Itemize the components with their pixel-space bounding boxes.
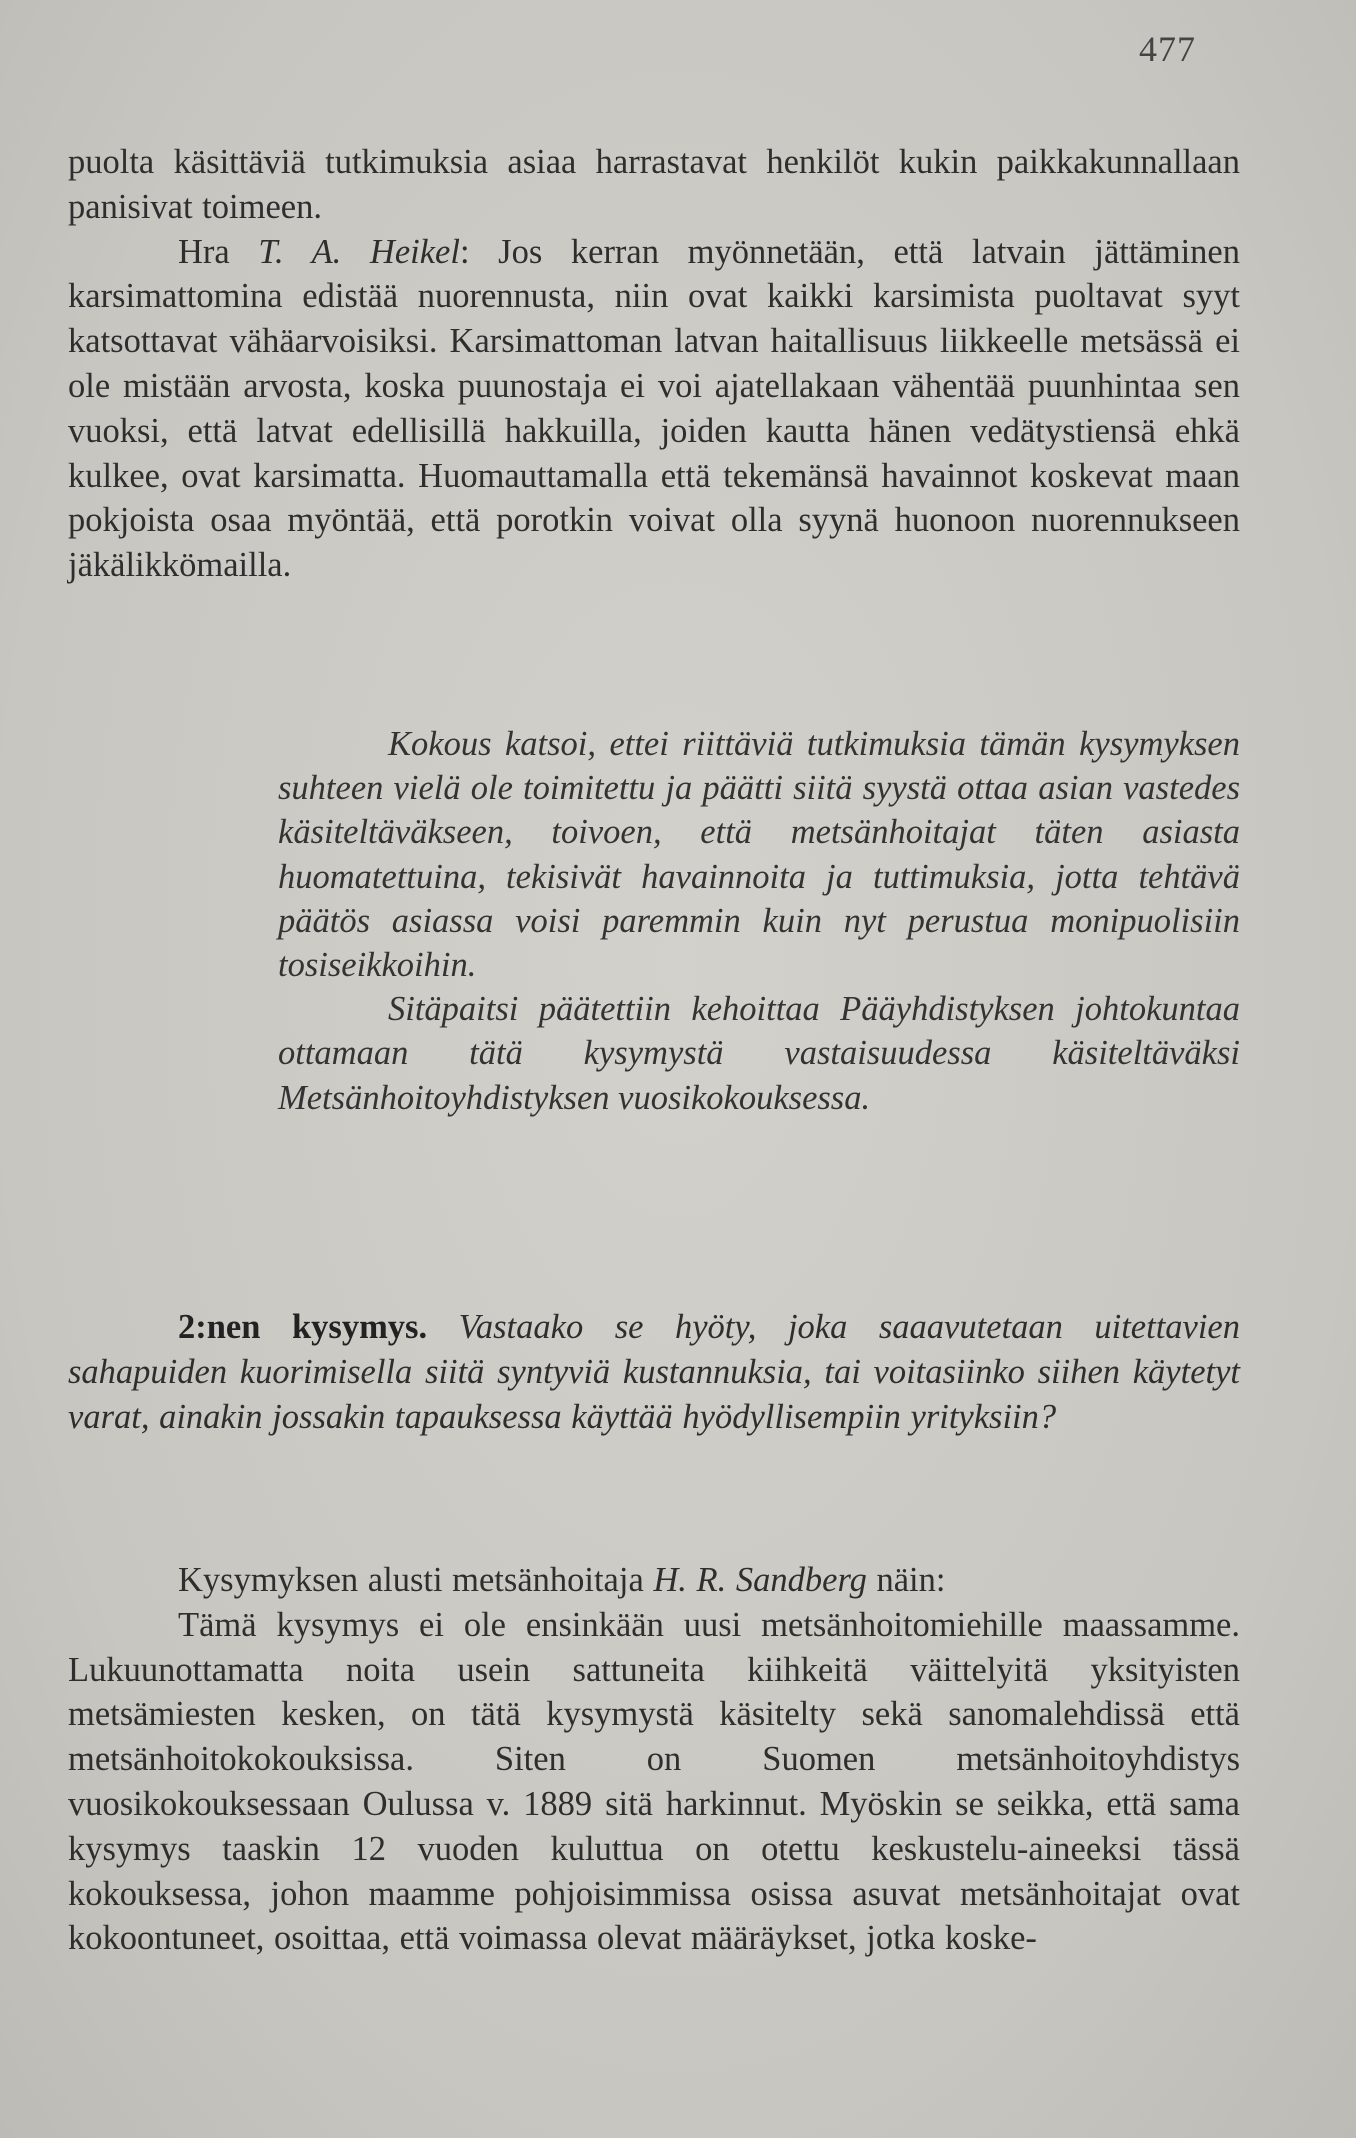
question-text: Vastaako se hyöty, joka saaavutetaan uitettavien sahapuiden kuorimisella siitä syntyviä kustannuksia, tai voitasiinko siihen käytetyt varat, ainakin jossakin tapauksessa käyttää hyödyllisempiin yrityksiin? bbox=[68, 1308, 1240, 1436]
body-paragraph: Tämä kysymys ei ole ensinkään uusi metsänhoitomiehille maassamme. Lukuunottamatta noita usein sattuneita kiihkeitä väittelyitä yksityisten metsämiesten kesken, on tätä kysymystä käsitelty sekä sanomalehdissä että metsänhoitokokouksissa. Siten on Suomen metsänhoitoyhdistys vuosikokouksessaan Oulussa v. 1889 sitä harkinnut. Myöskin se seikka, että sama kysymys taaskin 12 vuoden kuluttua on otettu keskustelu-aineeksi tässä kokouksessa, johon maamme pohjoisimmissa osissa asuvat metsänhoitajat ovat kokoontuneet, osoittaa, että voimassa olevat määräykset, jotka koske- bbox=[68, 1605, 1240, 1958]
question-paragraph bbox=[68, 1305, 1240, 1439]
page-number: 477 bbox=[1139, 29, 1196, 69]
speaker-text: : Jos kerran myönnetään, että latvain jättäminen karsimattomina edistää nuorennusta, niin ovat kaikki karsimista puoltavat syyt katsottavat vähäarvoisiksi. Karsimattoman latvan haitallisuus liikkeelle metsässä ei ole mistään arvosta, koska puunostaja ei voi ajatellakaan vähentää puunhintaa sen vuoksi, että latvat edellisillä hakkuilla, joiden kautta hänen vedätystiensä ehkä kulkee, ovat karsimatta. Huomauttamalla että tekemänsä havainnot koskevat maan pokjoista osaa myöntää, että porotkin voivat olla syynä huonoon nuorennukseen jäkälikkömailla. bbox=[68, 232, 1240, 585]
sandberg-block bbox=[68, 1558, 1240, 1961]
question-heading: 2:nen kysymys. bbox=[178, 1308, 428, 1346]
intro-name: H. R. Sandberg bbox=[653, 1561, 867, 1599]
discussion-block bbox=[68, 140, 1240, 588]
speaker-name: T. A. Heikel bbox=[258, 232, 460, 271]
paragraph-heikel bbox=[68, 230, 1240, 588]
intro-paragraph bbox=[68, 1558, 1240, 1603]
resolution-paragraph-2: Sitäpaitsi päätettiin kehoittaa Pääyhdistyksen johtokuntaa ottamaan tätä kysymystä vastaisuudessa käsiteltäväksi Metsänhoitoyhdistyksen vuosikokouksessa. bbox=[278, 990, 1240, 1117]
speaker-prefix: Hra bbox=[178, 232, 230, 271]
intro-prefix: Kysymyksen alusti metsänhoitaja bbox=[178, 1561, 644, 1599]
question-block bbox=[68, 1305, 1240, 1439]
paragraph-continuation: puolta käsittäviä tutkimuksia asiaa harrastavat henkilöt kukin paikkakunnallaan panisivat toimeen. bbox=[68, 143, 1240, 226]
intro-suffix: näin: bbox=[876, 1561, 946, 1599]
resolution-block bbox=[278, 722, 1240, 1120]
resolution-paragraph-1: Kokous katsoi, ettei riittäviä tutkimuksia tämän kysymyksen suhteen vielä ole toimitettu ja päätti siitä syystä ottaa asian vastedes käsiteltäväkseen, toivoen, että metsänhoitajat täten asiasta huomatettuina, tekisivät havainnoita ja tuttimuksia, jotta tehtävä päätös asiassa voisi paremmin kuin nyt perustua monipuolisiin tosiseikkoihin. bbox=[278, 725, 1240, 985]
